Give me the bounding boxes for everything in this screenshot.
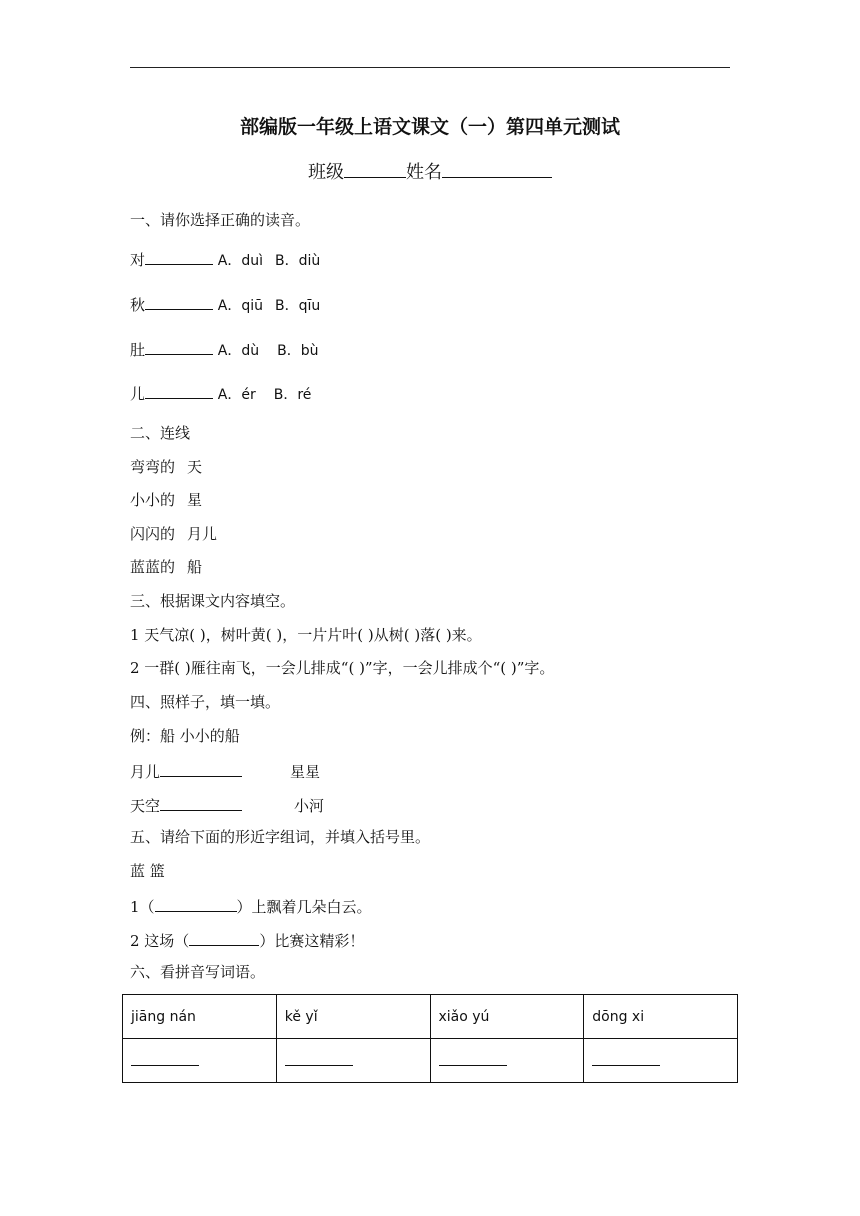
match-row [130,557,202,577]
match-left: 闪闪的 [130,525,176,543]
answer-blank[interactable] [160,794,242,811]
fill-right-word: 星星 [290,763,321,781]
section2-heading: 二、连线 [130,424,191,442]
item-char: 儿 [130,385,146,403]
example-line: 例：船 小小的船 [130,727,240,745]
answer-line [592,1051,660,1066]
option-a: A．qiū [217,298,264,314]
answer-cell[interactable] [276,1039,430,1083]
answer-line [285,1051,353,1066]
q1-text: ）上飘着几朵白云。 [236,898,372,916]
pinyin-table [122,994,738,1083]
q2-prefix: 2 这场（ [130,932,190,950]
pronunciation-item [130,382,311,405]
pronunciation-item [130,248,320,271]
answer-blank[interactable] [160,760,242,777]
pronunciation-item [130,338,319,361]
match-left: 蓝蓝的 [130,558,176,576]
answer-blank[interactable] [189,929,259,946]
fill-row [130,794,324,816]
fill-left-word: 天空 [130,797,161,815]
item-char: 秋 [130,296,146,314]
class-blank[interactable] [344,161,406,178]
answer-blank[interactable] [145,293,213,310]
option-a: A．duì [217,253,264,269]
answer-blank[interactable] [155,895,237,912]
pinyin-cell: xiǎo yú [430,995,584,1039]
section1-heading: 一、请你选择正确的读音。 [130,211,311,229]
answer-blank[interactable] [145,382,213,399]
section4-heading: 四、照样子，填一填。 [130,693,281,711]
option-b: B．bù [277,343,319,359]
similar-chars: 蓝 篮 [130,862,165,880]
q1-prefix: 1（ [130,898,155,916]
match-right: 船 [187,558,203,576]
match-row [130,457,202,477]
section3-heading: 三、根据课文内容填空。 [130,592,296,610]
q2-text: ）比赛这精彩！ [259,932,365,950]
fill-left-word: 月儿 [130,763,161,781]
answer-blank[interactable] [145,338,213,355]
match-right: 天 [187,458,203,476]
top-rule [130,67,730,68]
answer-cell[interactable] [123,1039,277,1083]
match-row [130,490,202,510]
name-label: 姓名 [406,162,442,183]
match-left: 小小的 [130,491,176,509]
class-label: 班级 [308,162,344,183]
pinyin-cell: kě yǐ [276,995,430,1039]
student-info [0,158,860,184]
section6-heading: 六、看拼音写词语。 [130,963,266,981]
answer-cell[interactable] [430,1039,584,1083]
answer-line [439,1051,507,1066]
match-right: 月儿 [187,525,218,543]
fill-row [130,760,320,782]
answer-line [131,1051,199,1066]
option-b: B．diù [275,253,321,269]
word-question-1 [130,895,372,917]
fill-line-2: 2 一群( )雁往南飞，一会儿排成“( )”字，一会儿排成个“( )”字。 [130,659,555,677]
pinyin-cell: jiāng nán [123,995,277,1039]
fill-right-word: 小河 [294,797,325,815]
match-row [130,524,217,544]
page-title: 部编版一年级上语文课文（一）第四单元测试 [239,116,620,138]
option-a: A．dù [217,343,260,359]
match-right: 星 [187,491,203,509]
pronunciation-item [130,293,320,316]
name-blank[interactable] [442,161,552,178]
option-b: B．ré [273,387,312,403]
answer-cell[interactable] [584,1039,738,1083]
word-question-2 [130,929,364,951]
answer-blank[interactable] [145,248,213,265]
option-a: A．ér [217,387,256,403]
section5-heading: 五、请给下面的形近字组词，并填入括号里。 [130,828,431,846]
item-char: 肚 [130,341,146,359]
pinyin-cell: dōng xi [584,995,738,1039]
match-left: 弯弯的 [130,458,176,476]
fill-line-1: 1 天气凉( )，树叶黄( )，一片片叶( )从树( )落( )来。 [130,626,482,644]
item-char: 对 [130,251,146,269]
option-b: B．qīu [275,298,321,314]
